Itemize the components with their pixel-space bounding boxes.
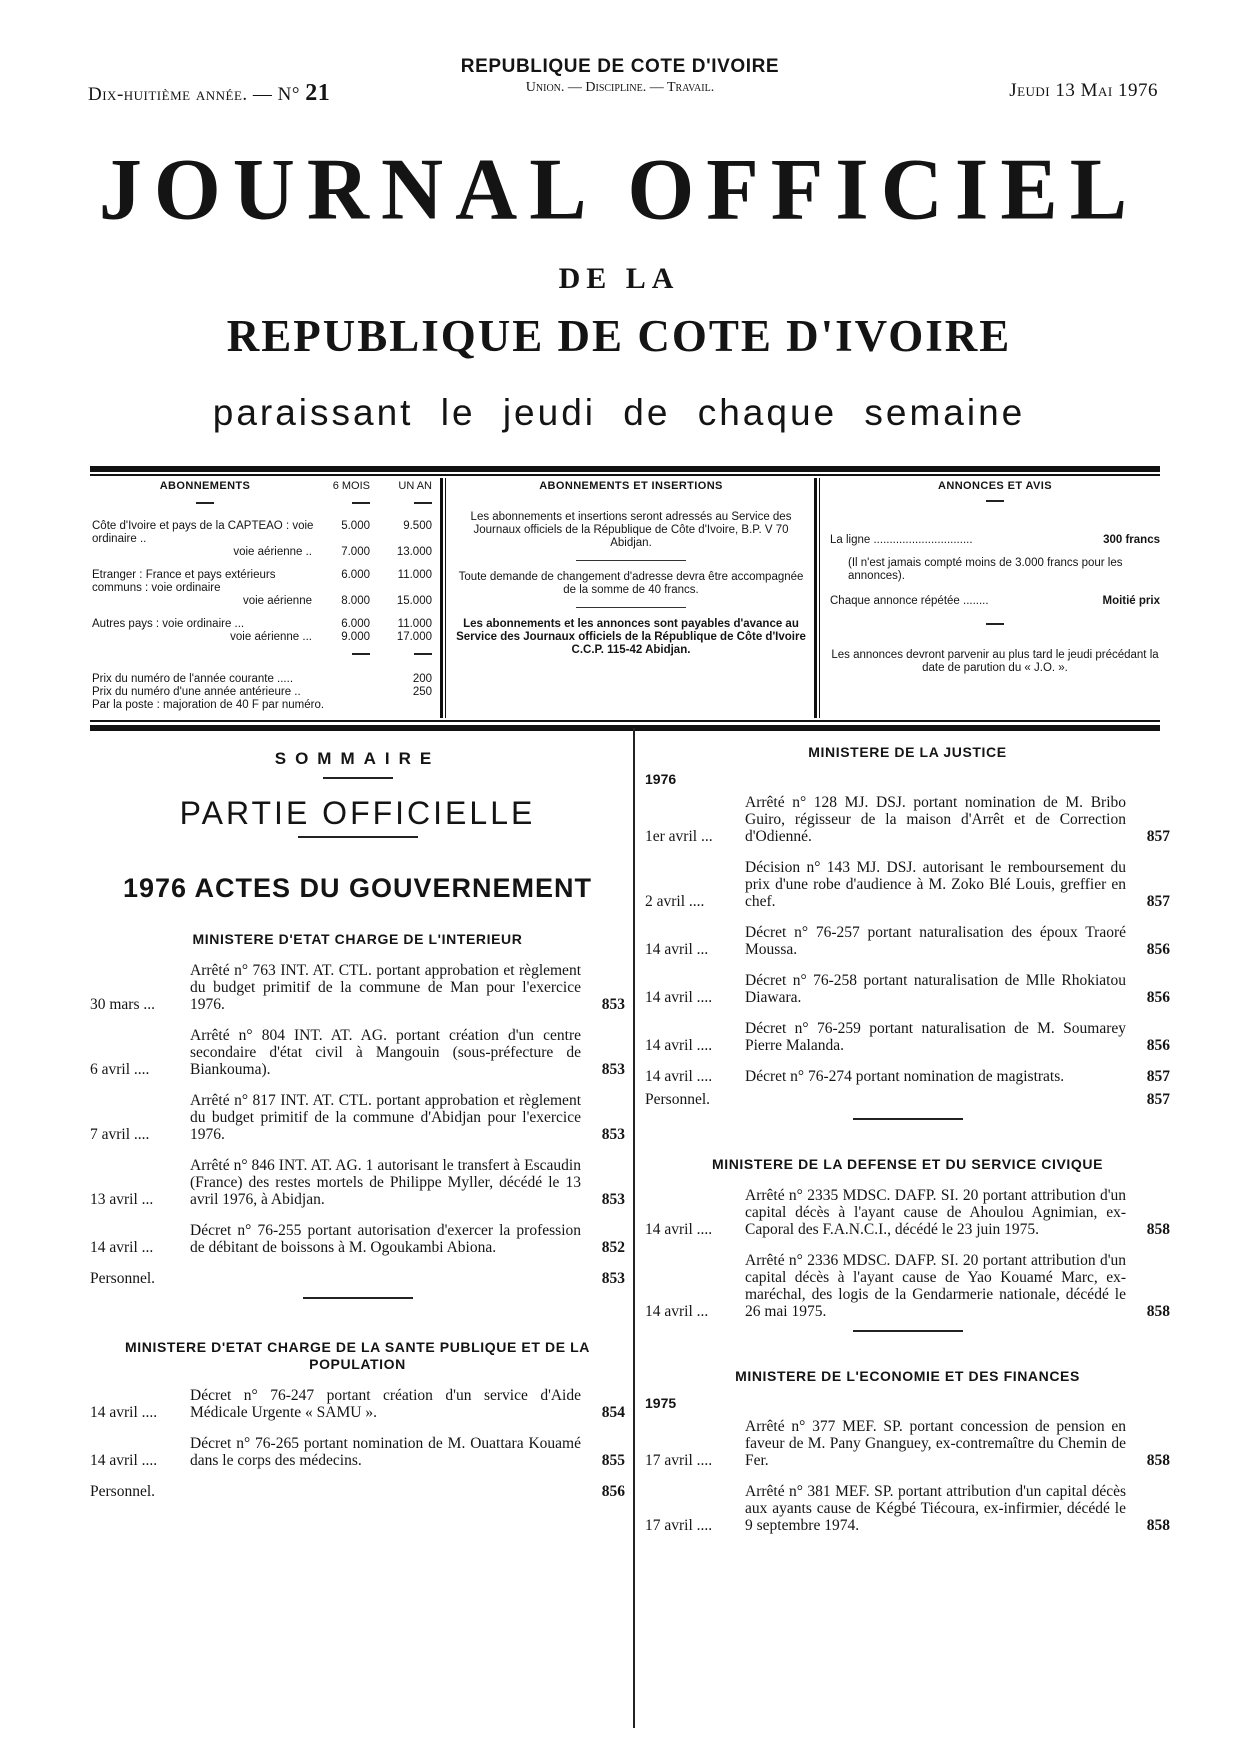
list-item: 14 avril ... Décret n° 76-257 portant naturalisation des époux Traoré Moussa. 856 bbox=[645, 924, 1170, 958]
minimum-note: (Il n'est jamais compté moins de 3.000 francs pour les annonces). bbox=[848, 557, 1123, 582]
repeat-price: Chaque annonce répétée ........ Moitié prix bbox=[830, 595, 1160, 607]
journal-title: JOURNAL OFFICIEL bbox=[98, 140, 1140, 238]
title-republic: REPUBLIQUE DE COTE D'IVOIRE bbox=[226, 311, 1012, 361]
list-item: 14 avril .... Décret n° 76-274 portant nomination de magistrats. 857 bbox=[645, 1068, 1170, 1085]
price-back-issue: Prix du numéro d'une année antérieure .. 250 bbox=[92, 686, 432, 698]
top-rule-thin bbox=[90, 474, 1160, 476]
title-de-la: DE LA bbox=[558, 262, 680, 295]
price-current-issue: Prix du numéro de l'année courante ..... 200 bbox=[92, 673, 432, 685]
left-column bbox=[90, 740, 625, 1500]
column-divider bbox=[633, 728, 635, 1728]
announcements-heading: ANNONCES ET AVIS bbox=[938, 480, 1052, 492]
list-item: 14 avril .... Décret n° 76-247 portant création d'un service d'Aide Médicale Urgente « SAMU ». 854 bbox=[90, 1387, 625, 1421]
publication-frequency: paraissant le jeudi de chaque semaine bbox=[212, 392, 1026, 433]
announcements-box bbox=[830, 480, 1160, 715]
price-row: voie aérienne ... 9.000 17.000 bbox=[230, 631, 432, 643]
list-item: 14 avril .... Décret n° 76-259 portant naturalisation de M. Soumarey Pierre Malanda. 856 bbox=[645, 1020, 1170, 1054]
ministry-economy-heading: MINISTERE DE L'ECONOMIE ET DES FINANCES bbox=[735, 1368, 1080, 1384]
postal-surcharge: Par la poste : majoration de 40 F par numéro. bbox=[92, 699, 325, 711]
issue-number: 21 bbox=[305, 80, 331, 106]
edition-text: Dix-huitième année. — N° bbox=[88, 84, 306, 105]
price-row: Côte d'Ivoire et pays de la CAPTEAO : voie ordinaire .. 5.000 9.500 bbox=[92, 520, 432, 545]
subscriptions-box bbox=[92, 480, 432, 715]
insertions-address: Les abonnements et insertions seront adressés au Service des Journaux officiels de la République de Côte d'Ivoire, B.P. V 70 Abidjan. bbox=[470, 511, 792, 549]
price-row: Etranger : France et pays extérieurs communs : voie ordinaire 6.000 11.000 bbox=[92, 569, 432, 594]
top-rule bbox=[90, 466, 1160, 472]
bottom-rule bbox=[90, 725, 1160, 731]
list-item: 7 avril .... Arrêté n° 817 INT. AT. CTL. portant approbation et règlement du budget primitif de la commune d'Abidjan pour l'exercice 1976. 853 bbox=[90, 1092, 625, 1143]
sommaire-heading: SOMMAIRE bbox=[274, 749, 441, 768]
edition-label bbox=[88, 80, 330, 107]
deadline-note: Les annonces devront parvenir au plus tard le jeudi précédant la date de parution du « J.O. ». bbox=[831, 649, 1159, 674]
list-item: 1er avril ... Arrêté n° 128 MJ. DSJ. portant nomination de M. Bribo Guiro, régisseur de la maison d'Arrêt et de Correction d'Odienné. 857 bbox=[645, 794, 1170, 845]
right-column bbox=[645, 740, 1170, 1534]
box-divider bbox=[819, 478, 820, 718]
address-change-note: Toute demande de changement d'adresse devra être accompagnée de la somme de 40 francs. bbox=[458, 571, 804, 596]
list-item: 17 avril .... Arrêté n° 381 MEF. SP. portant attribution d'un capital décès aux ayants cause de Kégbé Tiécoura, ex-infirmier, décédé le 9 septembre 1974. 858 bbox=[645, 1483, 1170, 1534]
col-6mois: 6 MOIS bbox=[332, 480, 370, 492]
motto: Union. — Discipline. — Travail. bbox=[525, 80, 715, 95]
list-item: 14 avril .... Arrêté n° 2335 MDSC. DAFP. SI. 20 portant attribution d'un capital décès à l'ayant cause de Ahoulou Agnimian, ex-Caporal des F.A.N.C.I., décédé le 23 juin 1975. 858 bbox=[645, 1187, 1170, 1238]
republic-name: REPUBLIQUE DE COTE D'IVOIRE bbox=[460, 56, 780, 77]
price-row: voie aérienne 8.000 15.000 bbox=[242, 595, 432, 607]
partie-officielle-heading: PARTIE OFFICIELLE bbox=[179, 795, 536, 831]
insertions-heading: ABONNEMENTS ET INSERTIONS bbox=[539, 480, 723, 492]
ministry-health-heading: MINISTERE D'ETAT CHARGE DE LA SANTE PUBLIQUE ET DE LA POPULATION bbox=[125, 1339, 590, 1372]
list-item: 13 avril ... Arrêté n° 846 INT. AT. AG. 1 autorisant le transfert à Escaudin (France) des restes mortels de Philippe Myller, décédé le 13 avril 1976, à Abidjan. 853 bbox=[90, 1157, 625, 1208]
payment-note: Les abonnements et les annonces sont payables d'avance au Service des Journaux officiels de la République de Côte d'Ivoire C.C.P. 115-42 Abidjan. bbox=[456, 618, 806, 656]
list-item: 14 avril .... Décret n° 76-258 portant naturalisation de Mlle Rhokiatou Diawara. 856 bbox=[645, 972, 1170, 1006]
list-item: 14 avril .... Décret n° 76-265 portant nomination de M. Ouattara Kouamé dans le corps des médecins. 855 bbox=[90, 1435, 625, 1469]
subscriptions-heading: ABONNEMENTS bbox=[159, 480, 251, 492]
box-divider bbox=[814, 478, 817, 718]
price-row: Autres pays : voie ordinaire ... 6.000 11.000 bbox=[92, 618, 432, 630]
list-item: 17 avril .... Arrêté n° 377 MEF. SP. portant concession de pension en faveur de M. Pany Gnanguey, ex-contremaître du Chemin de Fer. 858 bbox=[645, 1418, 1170, 1469]
ministry-justice-heading: MINISTERE DE LA JUSTICE bbox=[808, 744, 1007, 760]
actes-heading: 1976 ACTES DU GOUVERNEMENT bbox=[122, 873, 593, 903]
line-price: La ligne ............................... 300 francs bbox=[830, 534, 1160, 546]
issue-date: Jeudi 13 Mai 1976 bbox=[1009, 80, 1158, 101]
list-item: 14 avril ... Décret n° 76-255 portant autorisation d'exercer la profession de débitant de boissons à M. Ogoukambi Abiona. 852 bbox=[90, 1222, 625, 1256]
personnel-entry: Personnel. 857 bbox=[645, 1091, 1170, 1108]
ministry-defense-heading: MINISTERE DE LA DEFENSE ET DU SERVICE CIVIQUE bbox=[711, 1156, 1104, 1172]
box-divider bbox=[445, 478, 446, 718]
list-item: 30 mars ... Arrêté n° 763 INT. AT. CTL. portant approbation et règlement du budget primitif de la commune de Man pour l'exercice 1976. 853 bbox=[90, 962, 625, 1013]
list-item: 2 avril .... Décision n° 143 MJ. DSJ. autorisant le remboursement du prix d'une robe d'audience à M. Zoko Blé Louis, greffier en chef. 857 bbox=[645, 859, 1170, 910]
year-label: 1976 bbox=[645, 771, 677, 787]
ministry-interior-heading: MINISTERE D'ETAT CHARGE DE L'INTERIEUR bbox=[192, 931, 523, 947]
list-item: 6 avril .... Arrêté n° 804 INT. AT. AG. portant création d'un centre secondaire d'état civil à Mangouin (sous-préfecture de Biankouma). 853 bbox=[90, 1027, 625, 1078]
bottom-rule-thin bbox=[90, 720, 1160, 722]
price-row: voie aérienne .. 7.000 13.000 bbox=[233, 546, 432, 558]
personnel-entry: Personnel. 853 bbox=[90, 1270, 625, 1287]
box-divider bbox=[440, 478, 443, 718]
list-item: 14 avril ... Arrêté n° 2336 MDSC. DAFP. SI. 20 portant attribution d'un capital décès à l'ayant cause de Yao Kouamé Marc, ex-maréchal, des logis de la Gendarmerie nationale, décédé le 26 mai 1975. 858 bbox=[645, 1252, 1170, 1320]
year-label: 1975 bbox=[645, 1395, 677, 1411]
republic-header bbox=[400, 56, 840, 96]
insertions-box bbox=[456, 480, 806, 715]
col-unan: UN AN bbox=[398, 480, 432, 492]
personnel-entry: Personnel. 856 bbox=[90, 1483, 625, 1500]
